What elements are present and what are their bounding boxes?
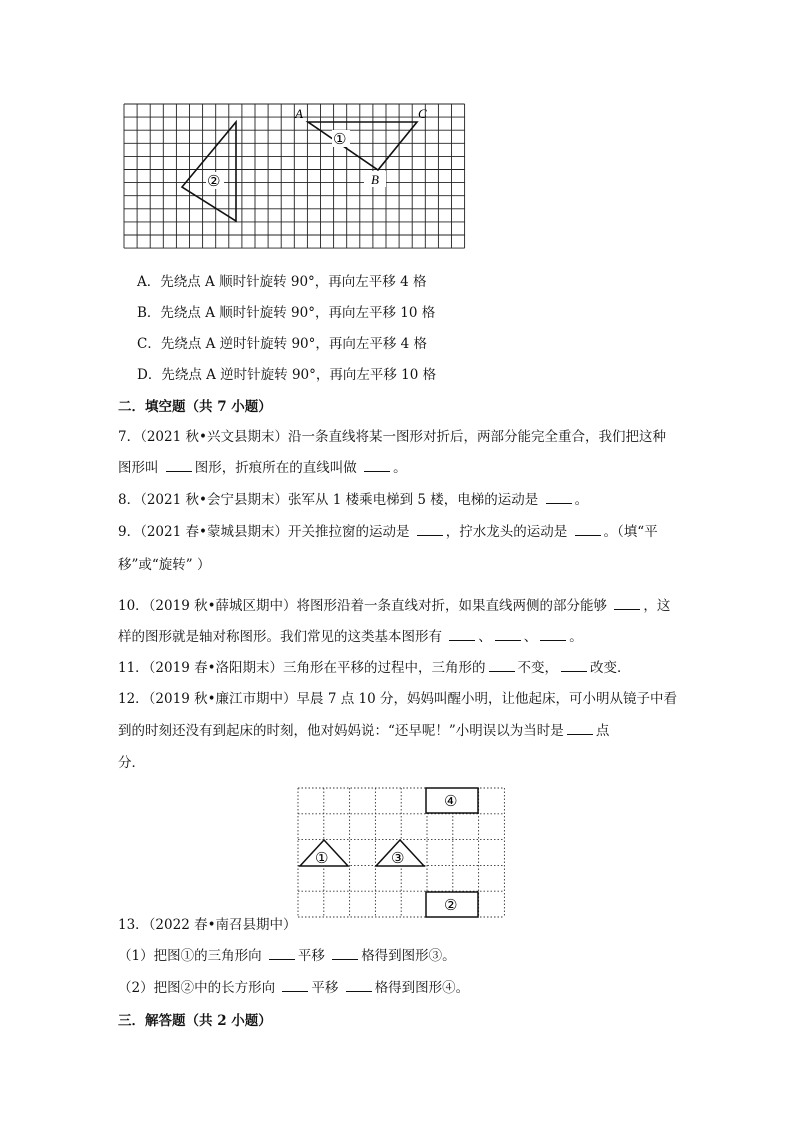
q10-line1: 10．（2019 秋•薛城区期中）将图形沿着一条直线对折，如果直线两侧的部分能够 ，这 <box>118 598 671 614</box>
vertex-b-label: B <box>371 172 379 187</box>
shape-2-label-2: ② <box>444 896 458 914</box>
q7-line1: 7．（2021 秋•兴文县期末）沿一条直线将某一图形对折后，两部分能完全重合，我们把这种 <box>118 429 666 445</box>
q9-line1: 9．（2021 春•蒙城县期末）开关推拉窗的运动是 ，拧水龙头的运动是 。（填“平 <box>118 524 658 540</box>
q12-line3: 分． <box>118 755 145 771</box>
q13-part1: （1）把图①的三角形向 平移 格得到图形③。 <box>118 948 456 964</box>
q9-line2: 移”或“旋转” ） <box>118 557 211 573</box>
option-d: D．先绕点 A 逆时针旋转 90°，再向左平移 10 格 <box>137 367 437 383</box>
triangle-1 <box>308 122 417 170</box>
q12-line1: 12．（2019 秋•廉江市期中）早晨 7 点 10 分，妈妈叫醒小明，让他起床，可小明从镜子中看 <box>118 691 677 707</box>
q10-line2: 样的图形就是轴对称图形。我们常见的这类基本图形有 、 、 。 <box>118 629 583 645</box>
figure-2-grid <box>296 786 506 920</box>
vertex-a-label: A <box>295 106 303 121</box>
q13-title: 13．（2022 春•南召县期中） <box>118 917 297 933</box>
shape-1-label-2: ① <box>315 849 329 867</box>
figure-1-grid <box>120 100 475 258</box>
section-3-title: 三．解答题（共 2 小题） <box>118 1013 272 1029</box>
shape-4-label: ④ <box>444 792 458 810</box>
shape-1-label: ① <box>333 130 347 148</box>
q13-part2: （2）把图②中的长方形向 平移 格得到图形④。 <box>118 980 470 996</box>
shape-2-label: ② <box>207 172 221 190</box>
vertex-c-label: C <box>418 106 427 121</box>
q8: 8．（2021 秋•会宁县期末）张军从 1 楼乘电梯到 5 楼，电梯的运动是 。 <box>118 492 589 508</box>
section-2-title: 二．填空题（共 7 小题） <box>118 399 272 415</box>
q11: 11．（2019 春•洛阳期末）三角形在平移的过程中，三角形的 不变， 改变． <box>118 660 631 676</box>
q7-line2: 图形叫 图形，折痕所在的直线叫做 。 <box>118 460 407 476</box>
option-a: A．先绕点 A 顺时针旋转 90°，再向左平移 4 格 <box>137 274 427 290</box>
option-c: C．先绕点 A 逆时针旋转 90°，再向左平移 4 格 <box>137 336 428 352</box>
shape-3-label: ③ <box>391 849 405 867</box>
option-b: B．先绕点 A 顺时针旋转 90°，再向左平移 10 格 <box>137 305 436 321</box>
q12-line2: 到的时刻还没有到起床的时刻，他对妈妈说：“还早呢！”小明误以为当时是 点 <box>118 723 610 739</box>
